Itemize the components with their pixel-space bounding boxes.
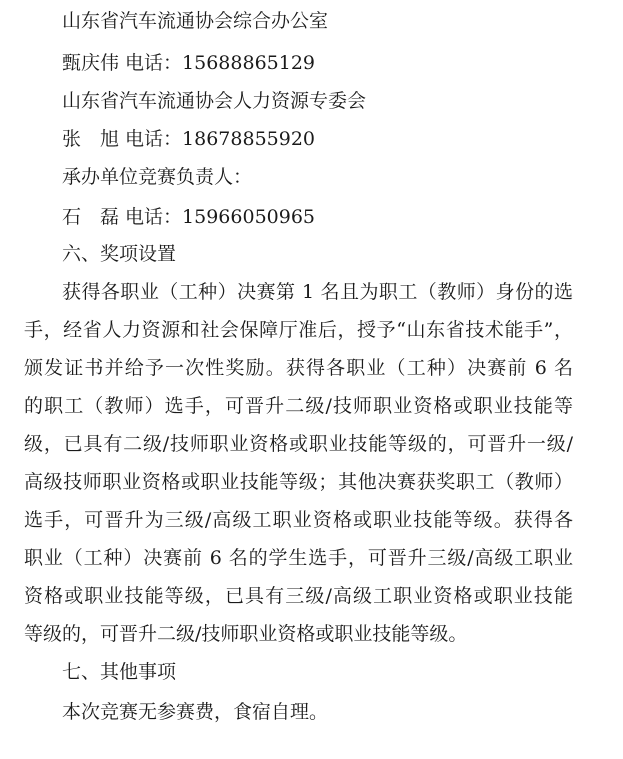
contact-org-office: 山东省汽车流通协会综合办公室 [62, 10, 329, 32]
paragraph-line: 等级的，可晋升二级/技师职业资格或职业技能等级。 [24, 623, 468, 645]
paragraph-line: 资格或职业技能等级，已具有三级/高级工职业资格或职业技能 [24, 585, 573, 607]
contact-org-hr: 山东省汽车流通协会人力资源专委会 [62, 90, 367, 112]
contact-person-3: 石 磊 电话：15966050965 [62, 206, 316, 228]
paragraph-line: 获得各职业（工种）决赛第 1 名且为职工（教师）身份的选 [62, 281, 573, 303]
contact-person-1: 甄庆伟 电话：15688865129 [62, 52, 316, 74]
paragraph-line: 高级技师职业资格或职业技能等级；其他决赛获奖职工（教师） [24, 471, 573, 493]
paragraph-line: 颁发证书并给予一次性奖励。获得各职业（工种）决赛前 6 名 [24, 357, 573, 379]
paragraph-line: 手，经省人力资源和社会保障厅准后，授予“山东省技术能手”， [24, 319, 573, 341]
section-6-heading: 六、奖项设置 [62, 243, 177, 265]
paragraph-line: 选手，可晋升为三级/高级工职业资格或职业技能等级。获得各 [24, 509, 573, 531]
paragraph-line: 级，已具有二级/技师职业资格或职业技能等级的，可晋升一级/ [24, 433, 573, 455]
paragraph-line: 本次竞赛无参赛费，食宿自理。 [62, 701, 329, 723]
paragraph-line: 的职工（教师）选手，可晋升二级/技师职业资格或职业技能等 [24, 395, 573, 417]
paragraph-line: 职业（工种）决赛前 6 名的学生选手，可晋升三级/高级工职业 [24, 547, 573, 569]
contact-host-label: 承办单位竞赛负责人： [62, 166, 253, 188]
section-7-heading: 七、其他事项 [62, 661, 177, 683]
contact-person-2: 张 旭 电话：18678855920 [62, 128, 316, 150]
